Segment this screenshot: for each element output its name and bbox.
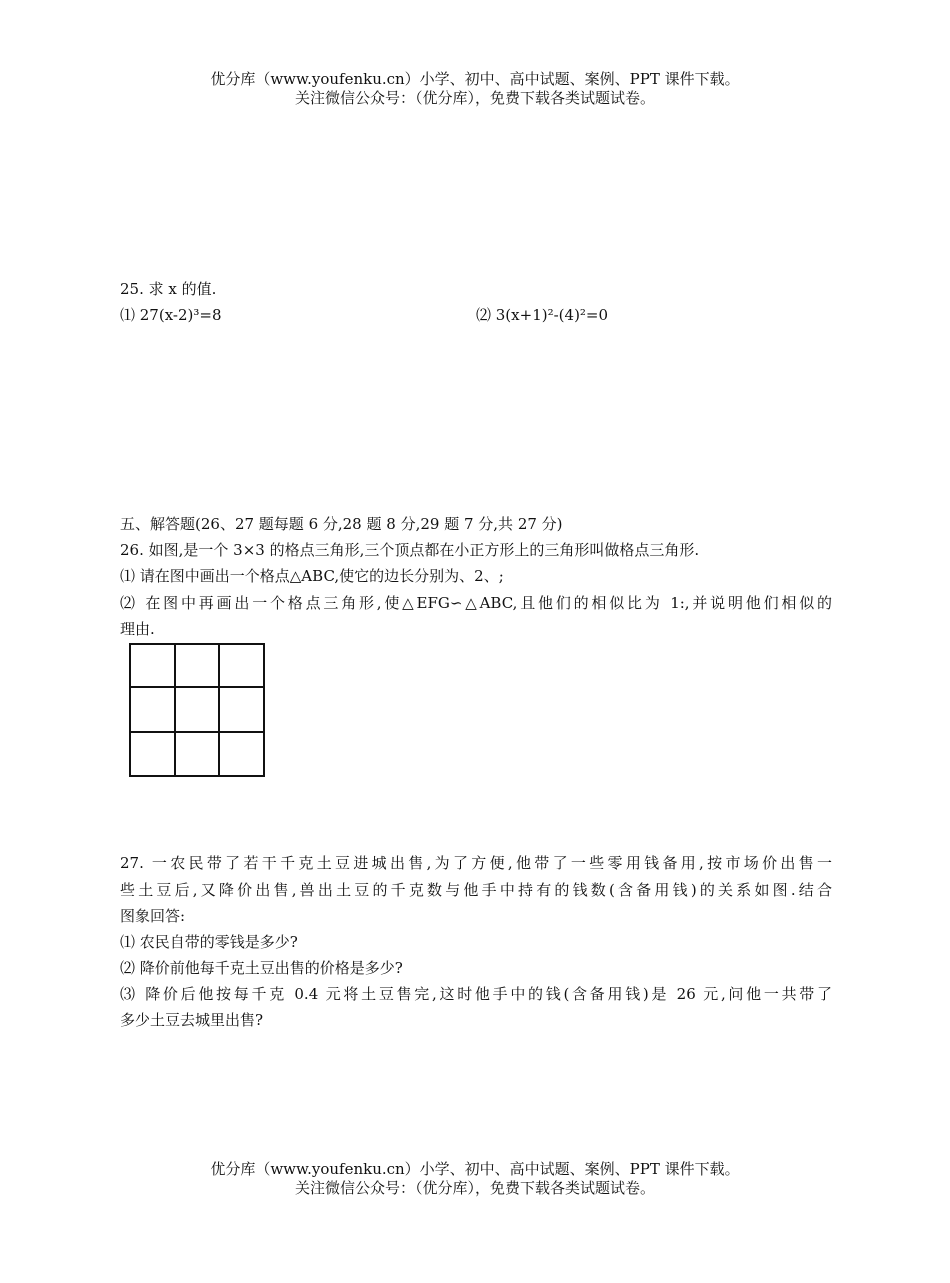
q27-line-3: 图象回答: <box>120 907 186 925</box>
page-header <box>0 70 950 108</box>
q27-part-1: ⑴ 农民自带的零钱是多少? <box>120 933 298 951</box>
q26-title: 26. 如图,是一个 3×3 的格点三角形,三个顶点都在小正方形上的三角形叫做格点三角形. <box>120 541 700 559</box>
q27-part-3-line-2: 多少土豆去城里出售? <box>120 1011 264 1029</box>
section-5-title: 五、解答题(26、27 题每题 6 分,28 题 8 分,29 题 7 分,共 27 分) <box>120 515 563 533</box>
q26-part-2-line-1: ⑵ 在图中再画出一个格点三角形,使△EFG∽△ABC,且他们的相似比为 1:,并说明他们相似的 <box>120 594 832 612</box>
lattice-grid-3x3 <box>129 643 265 777</box>
page-footer <box>0 1160 950 1198</box>
header-line-2: 关注微信公众号：（优分库），免费下载各类试题试卷。 <box>294 89 655 107</box>
grid-border <box>130 644 264 776</box>
lattice-grid-svg <box>129 643 265 777</box>
q25-title: 25. 求 x 的值. <box>120 280 217 298</box>
footer-line-1: 优分库（www.youfenku.cn）小学、初中、高中试题、案例、PPT 课件下载。 <box>210 1160 740 1178</box>
q25-part-1: ⑴ 27(x-2)³=8 <box>120 306 222 324</box>
q27-line-2: 些土豆后,又降价出售,兽出土豆的千克数与他手中持有的钱数(含备用钱)的关系如图.结合 <box>120 881 832 899</box>
header-line-1: 优分库（www.youfenku.cn）小学、初中、高中试题、案例、PPT 课件下载。 <box>210 70 740 88</box>
q25-part-2: ⑵ 3(x+1)²-(4)²=0 <box>476 306 609 324</box>
q27-line-1: 27. 一农民带了若干千克土豆进城出售,为了方便,他带了一些零用钱备用,按市场价出售一 <box>120 854 832 872</box>
footer-line-2: 关注微信公众号：（优分库），免费下载各类试题试卷。 <box>294 1179 655 1197</box>
q26-part-2-line-2: 理由. <box>120 620 155 638</box>
q27-part-2: ⑵ 降价前他每千克土豆出售的价格是多少? <box>120 959 403 977</box>
q26-part-1: ⑴ 请在图中画出一个格点△ABC,使它的边长分别为、2、; <box>120 567 504 585</box>
q27-part-3-line-1: ⑶ 降价后他按每千克 0.4 元将土豆售完,这时他手中的钱(含备用钱)是 26 元,问他一共带了 <box>120 985 832 1003</box>
